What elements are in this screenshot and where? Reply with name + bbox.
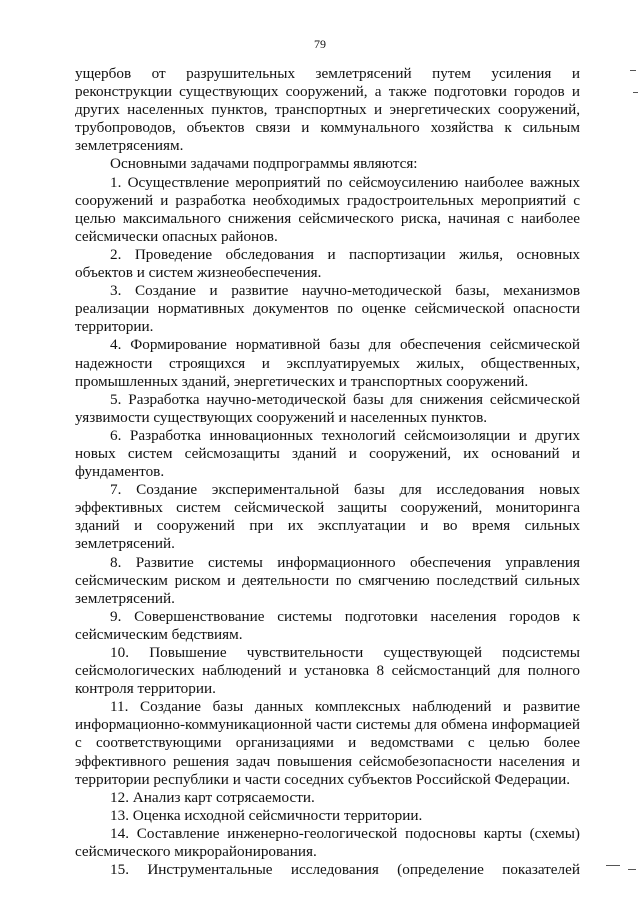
task-item-10: 10. Повышение чувствительности существующей подсистемы сейсмологических наблюдений и установка 8 сейсмостанций для полного контроля территории. <box>75 644 580 698</box>
scan-speck <box>628 869 636 870</box>
task-item-11: 11. Создание базы данных комплексных наблюдений и развитие информационно-коммуникационной части системы для обмена информацией с соответствующими организациями и ведомствами с целью более эффективного решения задач повышения сейсмобезопасности населения и территории республики и части соседних субъектов Российской Федерации. <box>75 698 580 788</box>
task-item-4: 4. Формирование нормативной базы для обеспечения сейсмической надежности строящихся и эксплуатируемых жилых, общественных, промышленных зданий, энергетических и транспортных сооружений. <box>75 336 580 390</box>
task-item-3: 3. Создание и развитие научно-методической базы, механизмов реализации нормативных документов по оценке сейсмической опасности территории. <box>75 282 580 336</box>
scan-speck <box>606 865 620 866</box>
task-item-14: 14. Составление инженерно-геологической подосновы карты (схемы) сейсмического микрорайонирования. <box>75 824 580 861</box>
task-item-2: 2. Проведение обследования и паспортизации жилья, основных объектов и систем жизнеобеспечения. <box>75 245 580 282</box>
task-item-6: 6. Разработка инновационных технологий сейсмоизоляции и других новых систем сейсмозащиты зданий и сооружений, их оснований и фундаментов. <box>75 426 580 481</box>
scan-speck <box>630 70 636 71</box>
task-item-15: 15. Инструментальные исследования (определение показателей <box>110 861 580 879</box>
page-number: 79 <box>314 37 326 51</box>
task-item-1: 1. Осуществление мероприятий по сейсмоусилению наиболее важных сооружений и разработка необходимых градостроительных мероприятий с целью максимального снижения сейсмического риска, начиная с наиболее сейсмически опасных районов. <box>75 173 580 245</box>
task-item-5: 5. Разработка научно-методической базы для снижения сейсмической уязвимости существующих сооружений и населенных пунктов. <box>75 390 580 426</box>
task-item-12: 12. Анализ карт сотрясаемости. <box>110 788 315 806</box>
task-item-9: 9. Совершенствование системы подготовки населения городов к сейсмическим бедствиям. <box>75 607 580 643</box>
scan-speck <box>633 92 638 93</box>
task-item-7: 7. Создание экспериментальной базы для исследования новых эффективных систем сейсмической защиты сооружений, мониторинга зданий и сооружений при их эксплуатации и во время сильных землетрясений. <box>75 481 580 553</box>
paragraph-continuation: ущербов от разрушительных землетрясений путем усиления и реконструкции существующих сооружений, а также подготовки городов и других населенных пунктов, транспортных и энергетических сооружений, трубопроводов, объектов связи и коммунального хозяйства к сильным землетрясениям. <box>75 65 580 155</box>
document-body <box>75 65 580 879</box>
paragraph-intro: Основными задачами подпрограммы являются: <box>110 155 418 173</box>
task-item-13: 13. Оценка исходной сейсмичности территории. <box>110 806 423 824</box>
task-item-8: 8. Развитие системы информационного обеспечения управления сейсмическим риском и деятельности по смягчению последствий сильных землетрясений. <box>75 553 580 607</box>
